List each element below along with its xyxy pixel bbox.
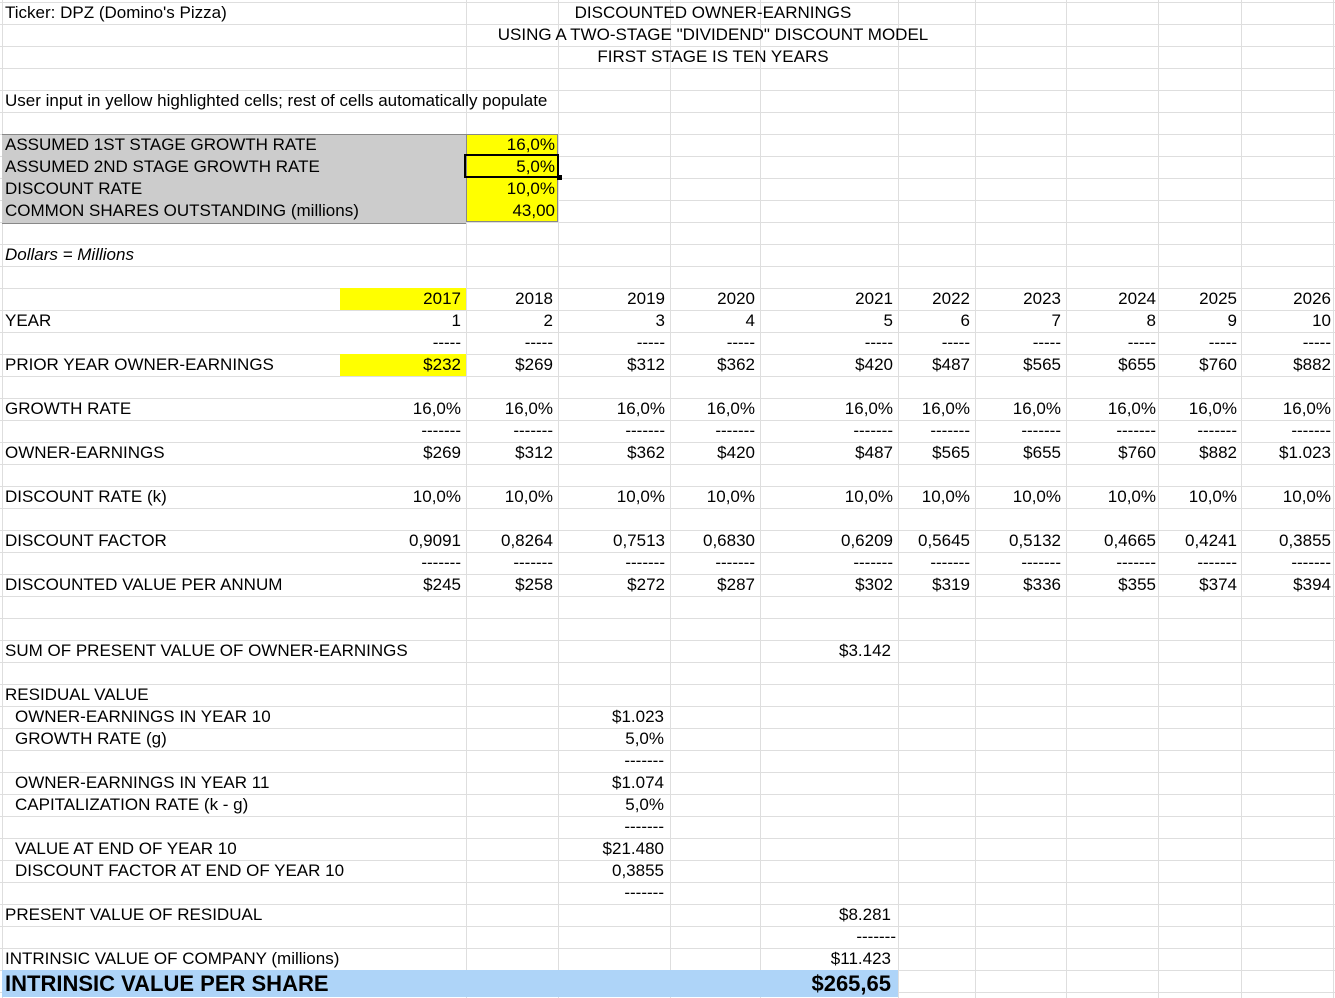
discount-rate-cell[interactable]: 10,0% — [921, 487, 970, 506]
dash-separator: ------- — [421, 553, 461, 572]
dash-separator: ------- — [1291, 421, 1331, 440]
growth-cell[interactable]: 16,0% — [844, 399, 893, 418]
grid-row-line — [0, 244, 1335, 245]
grid-row-line — [0, 464, 1335, 465]
grid-row-line — [0, 728, 1335, 729]
instructions-text: User input in yellow highlighted cells; rest of cells automatically populate — [5, 91, 548, 110]
owner-earnings-cell[interactable]: $487 — [855, 443, 893, 462]
row-label-growth: GROWTH RATE — [5, 399, 132, 418]
owner-earnings-cell[interactable]: $420 — [717, 443, 755, 462]
prior-oe-cell[interactable]: $487 — [932, 355, 970, 374]
value-year10-label: VALUE AT END OF YEAR 10 — [15, 839, 237, 858]
dash-separator: ------- — [853, 553, 893, 572]
year-number: 6 — [960, 311, 970, 330]
year-header: 2024 — [1118, 289, 1156, 308]
year-header: 2026 — [1293, 289, 1331, 308]
discount-rate-cell[interactable]: 10,0% — [504, 487, 553, 506]
prior-oe-cell[interactable]: $882 — [1293, 355, 1331, 374]
input-cell-discount[interactable]: 10,0% — [506, 179, 555, 198]
discounted-value-cell[interactable]: $258 — [515, 575, 553, 594]
dash-separator: ----- — [1032, 333, 1061, 352]
discount-rate-cell[interactable]: 10,0% — [1012, 487, 1061, 506]
growth-cell[interactable]: 16,0% — [921, 399, 970, 418]
oe-year11-value[interactable]: $1.074 — [612, 773, 664, 792]
year-number: 5 — [883, 311, 893, 330]
ticker-label: Ticker: DPZ (Domino's Pizza) — [5, 3, 227, 22]
dash-separator: ------- — [624, 751, 664, 770]
dash-separator: ------- — [1197, 421, 1237, 440]
prior-oe-cell[interactable]: $655 — [1118, 355, 1156, 374]
owner-earnings-cell[interactable]: $1.023 — [1279, 443, 1331, 462]
year-header: 2025 — [1199, 289, 1237, 308]
input-cell-growth-1[interactable]: 16,0% — [506, 135, 555, 154]
dash-separator: ----- — [726, 333, 755, 352]
year-number: 9 — [1227, 311, 1237, 330]
dash-separator: ------- — [625, 553, 665, 572]
owner-earnings-cell[interactable]: $565 — [932, 443, 970, 462]
row-label-discounted-value: DISCOUNTED VALUE PER ANNUM — [5, 575, 283, 594]
intrinsic-company-label: INTRINSIC VALUE OF COMPANY (millions) — [5, 949, 340, 968]
intrinsic-share-value[interactable]: $265,65 — [811, 971, 891, 996]
owner-earnings-cell[interactable]: $362 — [627, 443, 665, 462]
input-cell-growth-2[interactable]: 5,0% — [516, 157, 555, 176]
pv-residual-value[interactable]: $8.281 — [839, 905, 891, 924]
dash-separator: ------- — [715, 553, 755, 572]
year-header: 2017 — [423, 289, 461, 308]
dash-separator: ----- — [864, 333, 893, 352]
discounted-value-cell[interactable]: $336 — [1023, 575, 1061, 594]
discount-factor-cell[interactable]: 0,6830 — [703, 531, 755, 550]
dash-separator: ------- — [513, 421, 553, 440]
discount-rate-cell[interactable]: 10,0% — [844, 487, 893, 506]
row-label-discount-rate: DISCOUNT RATE (k) — [5, 487, 167, 506]
prior-oe-cell[interactable]: $232 — [423, 355, 461, 374]
row-label-prior-oe: PRIOR YEAR OWNER-EARNINGS — [5, 355, 274, 374]
growth-cell[interactable]: 16,0% — [1107, 399, 1156, 418]
grid-row-line — [0, 684, 1335, 685]
growth-cell[interactable]: 16,0% — [1012, 399, 1061, 418]
dash-separator: ------- — [1021, 553, 1061, 572]
owner-earnings-cell[interactable]: $269 — [423, 443, 461, 462]
discounted-value-cell[interactable]: $245 — [423, 575, 461, 594]
discount-factor-cell[interactable]: 0,5645 — [918, 531, 970, 550]
year-header: 2023 — [1023, 289, 1061, 308]
discounted-value-cell[interactable]: $272 — [627, 575, 665, 594]
dash-separator: ----- — [524, 333, 553, 352]
grid-row-line — [0, 882, 1335, 883]
year-header: 2018 — [515, 289, 553, 308]
model-title-line-1: DISCOUNTED OWNER-EARNINGS — [574, 3, 852, 22]
year-number: 3 — [655, 311, 665, 330]
year-number: 4 — [745, 311, 755, 330]
dash-separator: ----- — [432, 333, 461, 352]
discounted-value-cell[interactable]: $319 — [932, 575, 970, 594]
year-header: 2021 — [855, 289, 893, 308]
row-label-year: YEAR — [5, 311, 52, 330]
dash-separator: ----- — [1208, 333, 1237, 352]
oe-year11-label: OWNER-EARNINGS IN YEAR 11 — [15, 773, 270, 792]
grid-row-line — [0, 662, 1335, 663]
growth-cell[interactable]: 16,0% — [1188, 399, 1237, 418]
fill-handle[interactable] — [557, 175, 562, 180]
dash-separator: ------- — [930, 553, 970, 572]
value-year10-value[interactable]: $21.480 — [602, 839, 664, 858]
row-label-owner-earnings: OWNER-EARNINGS — [5, 443, 165, 462]
year-number: 10 — [1312, 311, 1331, 330]
dash-separator: ------- — [1291, 553, 1331, 572]
dash-separator: ------- — [1021, 421, 1061, 440]
grid-row-line — [0, 68, 1335, 69]
dash-separator: ------- — [1197, 553, 1237, 572]
row-label-discount-factor: DISCOUNT FACTOR — [5, 531, 167, 550]
discount-factor-cell[interactable]: 0,4241 — [1185, 531, 1237, 550]
grid-row-line — [0, 376, 1335, 377]
grid-row-line — [0, 750, 1335, 751]
dash-separator: ------- — [624, 883, 664, 902]
dash-separator: ----- — [941, 333, 970, 352]
owner-earnings-cell[interactable]: $882 — [1199, 443, 1237, 462]
prior-oe-cell[interactable]: $362 — [717, 355, 755, 374]
grid-row-line — [0, 112, 1335, 113]
discount-factor-cell[interactable]: 0,6209 — [841, 531, 893, 550]
discount-rate-cell[interactable]: 10,0% — [1188, 487, 1237, 506]
prior-oe-cell[interactable]: $269 — [515, 355, 553, 374]
pv-residual-label: PRESENT VALUE OF RESIDUAL — [5, 905, 263, 924]
grid-row-line — [0, 508, 1335, 509]
units-note: Dollars = Millions — [5, 245, 134, 264]
grid-row-line — [0, 596, 1335, 597]
discounted-value-cell[interactable]: $287 — [717, 575, 755, 594]
discount-factor-cell[interactable]: 0,7513 — [613, 531, 665, 550]
year-number: 7 — [1051, 311, 1061, 330]
discount-rate-cell[interactable]: 10,0% — [616, 487, 665, 506]
discount-rate-cell[interactable]: 10,0% — [706, 487, 755, 506]
discount-factor-cell[interactable]: 0,9091 — [409, 531, 461, 550]
growth-g-label: GROWTH RATE (g) — [15, 729, 167, 748]
prior-oe-cell[interactable]: $420 — [855, 355, 893, 374]
owner-earnings-cell[interactable]: $760 — [1118, 443, 1156, 462]
owner-earnings-cell[interactable]: $655 — [1023, 443, 1061, 462]
discount-rate-cell[interactable]: 10,0% — [1282, 487, 1331, 506]
discount-rate-cell[interactable]: 10,0% — [1107, 487, 1156, 506]
grid-row-line — [0, 926, 1335, 927]
cap-rate-label: CAPITALIZATION RATE (k - g) — [15, 795, 249, 814]
dash-separator: ----- — [1127, 333, 1156, 352]
dash-separator: ------- — [853, 421, 893, 440]
grid-column-line — [1333, 0, 1334, 998]
prior-oe-cell[interactable]: $312 — [627, 355, 665, 374]
input-label-shares: COMMON SHARES OUTSTANDING (millions) — [5, 201, 359, 220]
oe-year10-label: OWNER-EARNINGS IN YEAR 10 — [15, 707, 271, 726]
dash-separator: ------- — [856, 927, 896, 946]
input-label-growth-2: ASSUMED 2ND STAGE GROWTH RATE — [5, 157, 320, 176]
discounted-value-cell[interactable]: $302 — [855, 575, 893, 594]
year-number: 8 — [1146, 311, 1156, 330]
model-title-line-2: USING A TWO-STAGE "DIVIDEND" DISCOUNT MODEL — [497, 25, 929, 44]
df-year10-label: DISCOUNT FACTOR AT END OF YEAR 10 — [15, 861, 345, 880]
prior-oe-cell[interactable]: $565 — [1023, 355, 1061, 374]
dash-separator: ------- — [624, 817, 664, 836]
residual-label: RESIDUAL VALUE — [5, 685, 149, 704]
dash-separator: ----- — [1302, 333, 1331, 352]
year-header: 2019 — [627, 289, 665, 308]
grid-row-line — [0, 816, 1335, 817]
cap-rate-value[interactable]: 5,0% — [625, 795, 664, 814]
intrinsic-company-value[interactable]: $11.423 — [830, 949, 891, 968]
year-number: 1 — [451, 311, 461, 330]
oe-year10-value[interactable]: $1.023 — [612, 707, 664, 726]
discounted-value-cell[interactable]: $374 — [1199, 575, 1237, 594]
growth-cell[interactable]: 16,0% — [706, 399, 755, 418]
dash-separator: ------- — [513, 553, 553, 572]
growth-cell[interactable]: 16,0% — [412, 399, 461, 418]
sum-pv-value[interactable]: $3.142 — [839, 641, 891, 660]
discounted-value-cell[interactable]: $355 — [1118, 575, 1156, 594]
input-cell-shares[interactable]: 43,00 — [512, 201, 555, 220]
dash-separator: ------- — [930, 421, 970, 440]
sum-pv-label: SUM OF PRESENT VALUE OF OWNER-EARNINGS — [5, 641, 408, 660]
dash-separator: ------- — [1116, 553, 1156, 572]
df-year10-value[interactable]: 0,3855 — [612, 861, 664, 880]
grid-row-line — [0, 618, 1335, 619]
dash-separator: ----- — [636, 333, 665, 352]
intrinsic-share-label: INTRINSIC VALUE PER SHARE — [5, 971, 329, 996]
input-label-growth-1: ASSUMED 1ST STAGE GROWTH RATE — [5, 135, 317, 154]
discounted-value-cell[interactable]: $394 — [1293, 575, 1331, 594]
dash-separator: ------- — [1116, 421, 1156, 440]
dash-separator: ------- — [421, 421, 461, 440]
dash-separator: ------- — [625, 421, 665, 440]
discount-factor-cell[interactable]: 0,8264 — [501, 531, 553, 550]
growth-g-value[interactable]: 5,0% — [625, 729, 664, 748]
prior-oe-cell[interactable]: $760 — [1199, 355, 1237, 374]
discount-factor-cell[interactable]: 0,5132 — [1009, 531, 1061, 550]
dash-separator: ------- — [715, 421, 755, 440]
year-number: 2 — [543, 311, 553, 330]
model-title-line-3: FIRST STAGE IS TEN YEARS — [597, 47, 829, 66]
growth-cell[interactable]: 16,0% — [1282, 399, 1331, 418]
year-header: 2020 — [717, 289, 755, 308]
grid-row-line — [0, 266, 1335, 267]
grid-column-line — [760, 0, 761, 998]
discount-rate-cell[interactable]: 10,0% — [412, 487, 461, 506]
growth-cell[interactable]: 16,0% — [616, 399, 665, 418]
discount-factor-cell[interactable]: 0,4665 — [1104, 531, 1156, 550]
discount-factor-cell[interactable]: 0,3855 — [1279, 531, 1331, 550]
year-header: 2022 — [932, 289, 970, 308]
input-label-discount: DISCOUNT RATE — [5, 179, 143, 198]
growth-cell[interactable]: 16,0% — [504, 399, 553, 418]
owner-earnings-cell[interactable]: $312 — [515, 443, 553, 462]
